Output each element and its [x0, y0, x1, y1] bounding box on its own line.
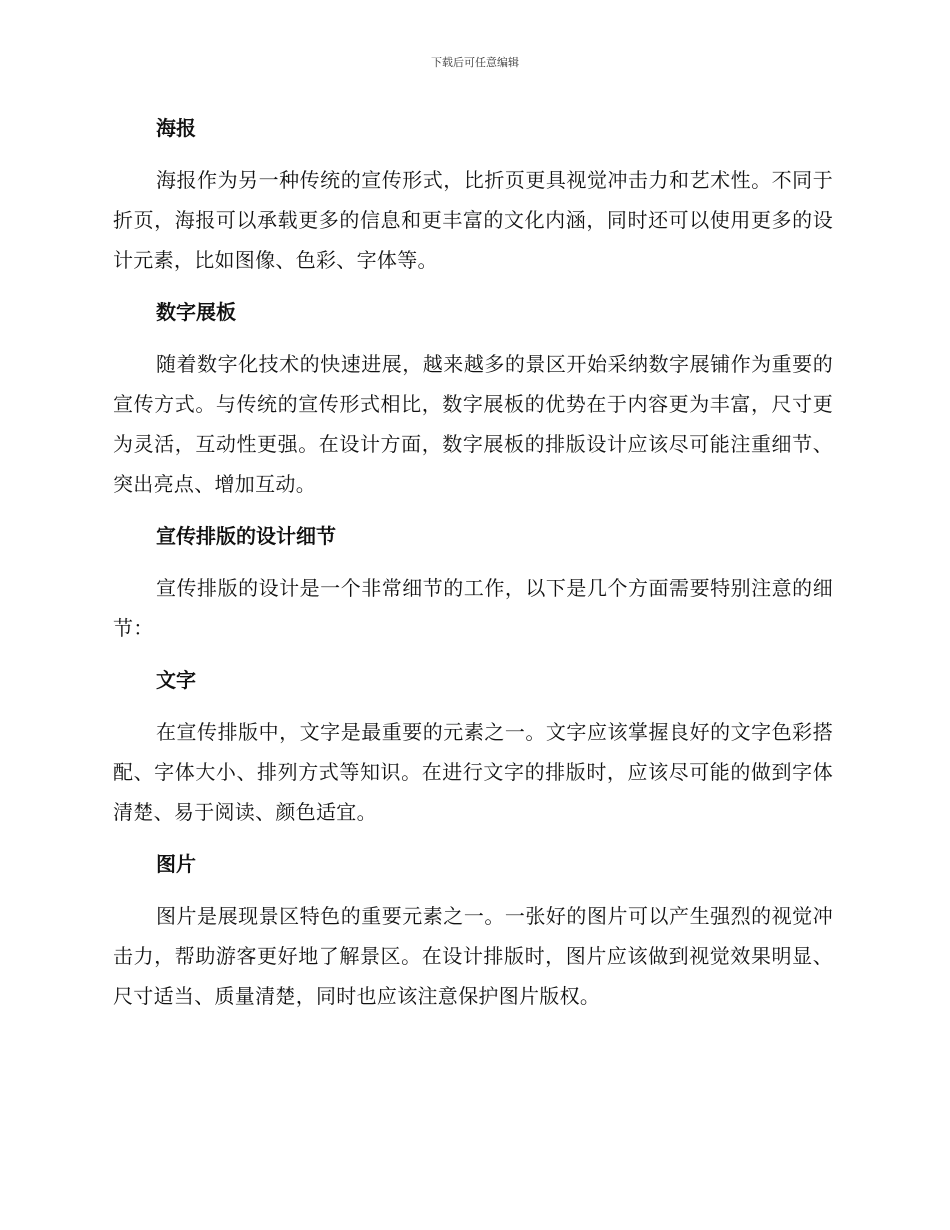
- section-paragraph-digital-board: 随着数字化技术的快速进展，越来越多的景区开始采纳数字展铺作为重要的宣传方式。与传统的宣传形式相比，数字展板的优势在于内容更为丰富，尺寸更为灵活，互动性更强。在设计方面，数字展板的排版设计应该尽可能注重细节、突出亮点、增加互动。: [113, 352, 833, 496]
- section-paragraph-poster: 海报作为另一种传统的宣传形式，比折页更具视觉冲击力和艺术性。不同于折页，海报可以承载更多的信息和更丰富的文化内涵，同时还可以使用更多的设计元素，比如图像、色彩、字体等。: [113, 168, 833, 272]
- section-heading-poster: 海报: [156, 116, 196, 140]
- section-heading-text: 文字: [156, 668, 196, 692]
- section-paragraph-text: 在宣传排版中，文字是最重要的元素之一。文字应该掌握良好的文字色彩搭配、字体大小、排列方式等知识。在进行文字的排版时，应该尽可能的做到字体清楚、易于阅读、颜色适宜。: [113, 720, 833, 824]
- section-heading-layout-details: 宣传排版的设计细节: [156, 524, 336, 548]
- section-heading-digital-board: 数字展板: [156, 300, 236, 324]
- document-body: [113, 108, 833, 1028]
- section-heading-images: 图片: [156, 852, 196, 876]
- page-header: 下载后可任意编辑: [431, 56, 519, 69]
- section-paragraph-layout-details: 宣传排版的设计是一个非常细节的工作，以下是几个方面需要特别注意的细节：: [113, 576, 833, 640]
- section-paragraph-images: 图片是展现景区特色的重要元素之一。一张好的图片可以产生强烈的视觉冲击力，帮助游客更好地了解景区。在设计排版时，图片应该做到视觉效果明显、尺寸适当、质量清楚，同时也应该注意保护图片版权。: [113, 904, 833, 1008]
